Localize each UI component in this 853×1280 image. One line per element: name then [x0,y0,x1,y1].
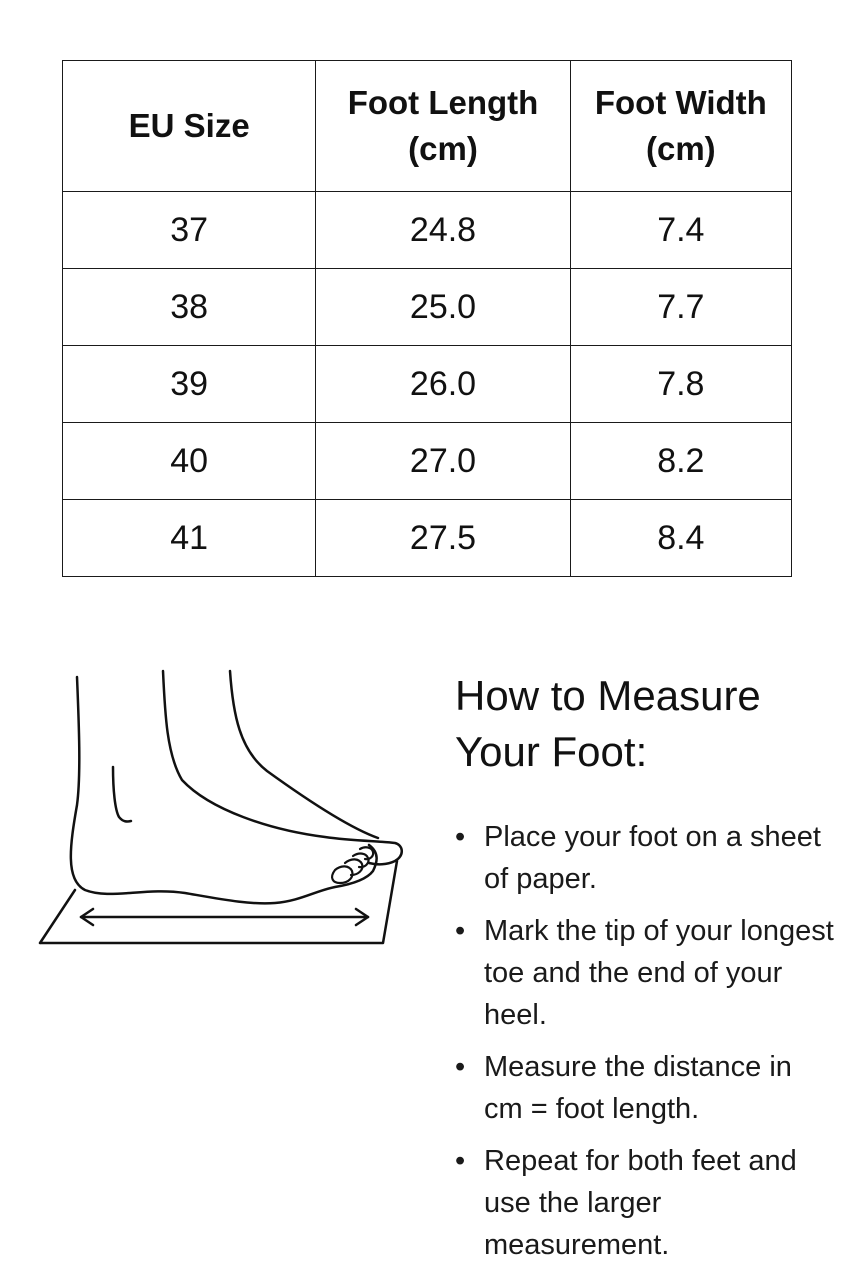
table-row [63,500,792,577]
bullet-icon: • [455,915,466,947]
cell-foot-length: 26.0 [316,346,570,423]
foot-on-paper-measurement-icon [35,665,415,955]
paper-sheet [40,861,397,943]
bullet-icon: • [455,1145,466,1177]
header-foot-length: Foot Length (cm) [316,61,570,192]
table-row [63,346,792,423]
cell-foot-width: 7.7 [570,269,791,346]
table-header-row [63,61,792,192]
measurement-arrow [81,909,368,925]
table-row [63,192,792,269]
step-text: Repeat for both feet and use the larger measurement. [484,1145,797,1261]
cell-eu-size: 38 [63,269,316,346]
cell-foot-length: 24.8 [316,192,570,269]
table-row [63,423,792,500]
table-row [63,269,792,346]
foot-outline [71,671,402,903]
step-text: Measure the distance in cm = foot length. [484,1051,792,1125]
list-item [455,910,835,1036]
cell-foot-width: 7.4 [570,192,791,269]
cell-eu-size: 37 [63,192,316,269]
bullet-icon: • [455,821,466,853]
cell-foot-width: 8.2 [570,423,791,500]
list-item [455,1046,835,1130]
cell-foot-width: 8.4 [570,500,791,577]
cell-eu-size: 41 [63,500,316,577]
header-foot-width: Foot Width (cm) [570,61,791,192]
instructions-list [455,816,835,1266]
step-text: Mark the tip of your longest toe and the end of your heel. [484,915,834,1031]
cell-foot-width: 7.8 [570,346,791,423]
size-chart-table [62,60,792,577]
instructions-title: How to Measure Your Foot: [455,672,761,775]
measure-instructions [455,668,835,1276]
cell-eu-size: 39 [63,346,316,423]
cell-foot-length: 25.0 [316,269,570,346]
list-item [455,1140,835,1266]
cell-foot-length: 27.0 [316,423,570,500]
cell-eu-size: 40 [63,423,316,500]
cell-foot-length: 27.5 [316,500,570,577]
step-text: Place your foot on a sheet of paper. [484,821,821,895]
bullet-icon: • [455,1051,466,1083]
header-eu-size: EU Size [63,61,316,192]
list-item [455,816,835,900]
